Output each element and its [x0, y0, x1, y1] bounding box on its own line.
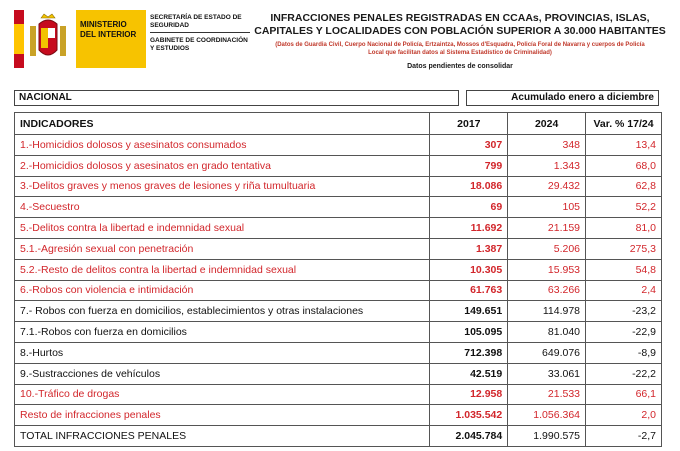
value-2017: 69: [430, 197, 508, 218]
value-2024: 63.266: [508, 280, 586, 301]
indicator-label: 7.1.-Robos con fuerza en domicilios: [15, 322, 430, 343]
value-2024: 5.206: [508, 238, 586, 259]
table-row: [15, 155, 662, 176]
variation-value: 275,3: [586, 238, 662, 259]
value-2017: 105.095: [430, 322, 508, 343]
indicator-label: 8.-Hurtos: [15, 342, 430, 363]
indicator-label: 6.-Robos con violencia e intimidación: [15, 280, 430, 301]
ministry-logo: [14, 10, 146, 68]
report-header: [0, 0, 680, 80]
table-row: [15, 384, 662, 405]
table-row: [15, 405, 662, 426]
table-row: [15, 218, 662, 239]
variation-value: -8,9: [586, 342, 662, 363]
value-2024: 21.533: [508, 384, 586, 405]
table-row: [15, 176, 662, 197]
table-row: [15, 197, 662, 218]
value-2017: 1.035.542: [430, 405, 508, 426]
indicator-label: TOTAL INFRACCIONES PENALES: [15, 426, 430, 447]
value-2024: 29.432: [508, 176, 586, 197]
value-2024: 33.061: [508, 363, 586, 384]
gabinete-label: GABINETE DE COORDINACIÓN Y ESTUDIOS: [150, 37, 248, 52]
value-2024: 649.076: [508, 342, 586, 363]
pending-note: Datos pendientes de consolidar: [407, 63, 513, 70]
value-2017: 10.305: [430, 259, 508, 280]
variation-value: 68,0: [586, 155, 662, 176]
indicator-label: Resto de infracciones penales: [15, 405, 430, 426]
variation-value: -2,7: [586, 426, 662, 447]
indicator-label: 5.-Delitos contra la libertad e indemnidad sexual: [15, 218, 430, 239]
indicator-label: 10.-Tráfico de drogas: [15, 384, 430, 405]
indicator-label: 5.2.-Resto de delitos contra la libertad e indemnidad sexual: [15, 259, 430, 280]
value-2024: 81.040: [508, 322, 586, 343]
table-row: [15, 135, 662, 156]
secretaria-label: SECRETARÍA DE ESTADO DE SEGURIDAD: [150, 14, 250, 33]
region-name: NACIONAL: [14, 90, 459, 106]
value-2017: 712.398: [430, 342, 508, 363]
header-variation: Var. % 17/24: [586, 113, 662, 135]
ministry-name-box: [76, 10, 146, 68]
variation-value: -22,9: [586, 322, 662, 343]
region-bar: [14, 90, 659, 106]
variation-value: -23,2: [586, 301, 662, 322]
value-2017: 149.651: [430, 301, 508, 322]
crime-indicators-table: [14, 112, 662, 447]
table-row: [15, 280, 662, 301]
table-row: [15, 259, 662, 280]
table-row: [15, 301, 662, 322]
value-2024: 1.990.575: [508, 426, 586, 447]
variation-value: 54,8: [586, 259, 662, 280]
period-label: Acumulado enero a diciembre: [466, 90, 659, 106]
value-2024: 1.056.364: [508, 405, 586, 426]
value-2017: 2.045.784: [430, 426, 508, 447]
value-2017: 11.692: [430, 218, 508, 239]
table-row: [15, 342, 662, 363]
indicator-label: 2.-Homicidios dolosos y asesinatos en grado tentativa: [15, 155, 430, 176]
value-2017: 1.387: [430, 238, 508, 259]
indicator-label: 7.- Robos con fuerza en domicilios, establecimientos y otras instalaciones: [15, 301, 430, 322]
value-2017: 61.763: [430, 280, 508, 301]
header-2017: 2017: [430, 113, 508, 135]
report-title: INFRACCIONES PENALES REGISTRADAS EN CCAAs, PROVINCIAS, ISLAS, CAPITALES Y LOCALIDADES CON POBLACIÓN SUPERIOR A 30.000 HABITANTES: [254, 12, 666, 37]
table-row: [15, 238, 662, 259]
indicator-label: 5.1.-Agresión sexual con penetración: [15, 238, 430, 259]
indicator-label: 3.-Delitos graves y menos graves de lesiones y riña tumultuaria: [15, 176, 430, 197]
variation-value: 2,4: [586, 280, 662, 301]
table-row: [15, 322, 662, 343]
ministry-line-2: DEL INTERIOR: [80, 30, 137, 39]
table-row: [15, 426, 662, 447]
data-sources-note: (Datos de Guardia Civil, Cuerpo Nacional de Policía, Ertzaintza, Mossos d'Esquadra, Policía Foral de Navarra y cuerpos de Policía Local que facilitan datos al Sistema Estadístico de Criminalidad): [275, 42, 645, 56]
report-title-block: [250, 12, 670, 71]
variation-value: 2,0: [586, 405, 662, 426]
value-2017: 307: [430, 135, 508, 156]
variation-value: 81,0: [586, 218, 662, 239]
value-2024: 15.953: [508, 259, 586, 280]
value-2017: 42.519: [430, 363, 508, 384]
spain-flag-stripe: [14, 10, 24, 68]
value-2024: 114.978: [508, 301, 586, 322]
value-2024: 348: [508, 135, 586, 156]
indicator-label: 1.-Homicidios dolosos y asesinatos consumados: [15, 135, 430, 156]
value-2024: 21.159: [508, 218, 586, 239]
value-2024: 105: [508, 197, 586, 218]
variation-value: 62,8: [586, 176, 662, 197]
variation-value: 13,4: [586, 135, 662, 156]
value-2017: 12.958: [430, 384, 508, 405]
header-indicadores: INDICADORES: [15, 113, 430, 135]
table-row: [15, 363, 662, 384]
variation-value: 66,1: [586, 384, 662, 405]
variation-value: -22,2: [586, 363, 662, 384]
indicator-label: 9.-Sustracciones de vehículos: [15, 363, 430, 384]
indicator-label: 4.-Secuestro: [15, 197, 430, 218]
table-header-row: [15, 113, 662, 135]
value-2017: 799: [430, 155, 508, 176]
coat-of-arms-icon: [28, 12, 68, 66]
header-2024: 2024: [508, 113, 586, 135]
variation-value: 52,2: [586, 197, 662, 218]
value-2017: 18.086: [430, 176, 508, 197]
value-2024: 1.343: [508, 155, 586, 176]
ministry-line-1: MINISTERIO: [80, 20, 127, 29]
department-block: [150, 14, 250, 53]
